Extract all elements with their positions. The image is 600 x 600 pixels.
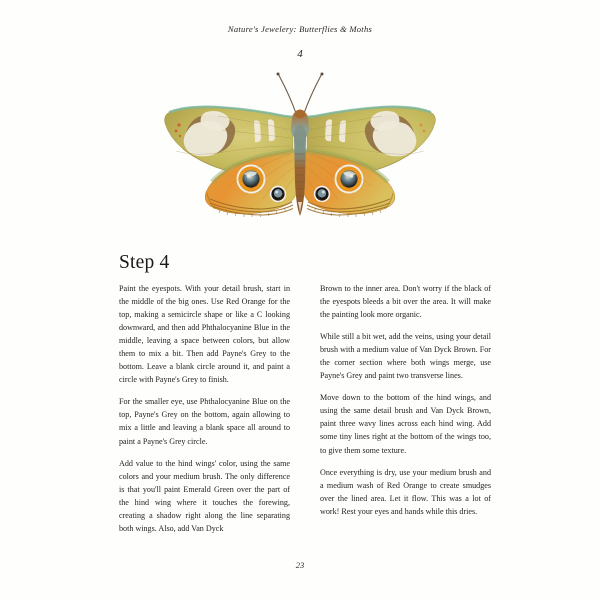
- forewing-red-dot: [177, 123, 180, 126]
- antenna-club-right: [321, 73, 324, 76]
- two-column-body: [119, 282, 491, 542]
- right-text-column: [320, 282, 491, 542]
- paragraph: For the smaller eye, use Phthalocyanine Blue on the top, Payne's Grey on the bottom, again allowing to mix a little and leaving a blank space all around to paint a Payne's Grey circle.: [119, 397, 290, 446]
- butterfly-plate: [150, 48, 450, 220]
- page-title: Step 4: [119, 252, 170, 273]
- left-text-column: [119, 282, 290, 542]
- plate-number-label: 4: [297, 48, 303, 60]
- forewing-red-dot: [175, 130, 178, 133]
- butterfly-illustration: [150, 54, 450, 220]
- paragraph: Once everything is dry, use your medium brush and a medium wash of Red Orange to create smudges over the lined area. Let it flow. This was a lot of work! Rest your eyes and hands while this dries.: [320, 467, 491, 516]
- paragraph: Paint the eyespots. With your detail brush, start in the middle of the big ones. Use Red Orange for the top, making a semicircle shape or like a C looking downward, and then add Phthalocyanine Blue in the middle, leaving a space between colors, but allow them to mix a bit. Then add Payne's Grey to the bottom. Leave a blank circle around it, and paint a circle with Payne's Grey to finish.: [119, 284, 290, 385]
- forewing-red-dot: [179, 135, 181, 137]
- paragraph: Brown to the inner area. Don't worry if the black of the eyespots bleeds a bit over the area. It will make the painting look more organic.: [320, 284, 491, 320]
- paragraph: Move down to the bottom of the hind wings, and using the same detail brush and Van Dyck Brown, paint three wavy lines across each hind wing. Add some tiny lines right at the bottom of the wings too, to give them some texture.: [320, 393, 491, 455]
- small-eyespot-pupil-left: [274, 189, 282, 197]
- running-head: Nature's Jewelery: Butterflies & Moths: [227, 24, 373, 34]
- paragraph: Add value to the hind wings' color, using the same colors and your medium brush. The only difference is that you'll paint Emerald Green over the part of the hind wing where it touches the forewing, creating a shadow right along the line separating both wings. Also, add Van Dyck: [119, 458, 290, 533]
- paragraph: While still a bit wet, add the veins, using your detail brush with a medium value of Van Dyck Brown. For the corner section where both wings merge, use Payne's Grey and paint two transverse lines.: [320, 332, 491, 381]
- antenna-club-left: [277, 73, 280, 76]
- page-number: 23: [295, 560, 305, 570]
